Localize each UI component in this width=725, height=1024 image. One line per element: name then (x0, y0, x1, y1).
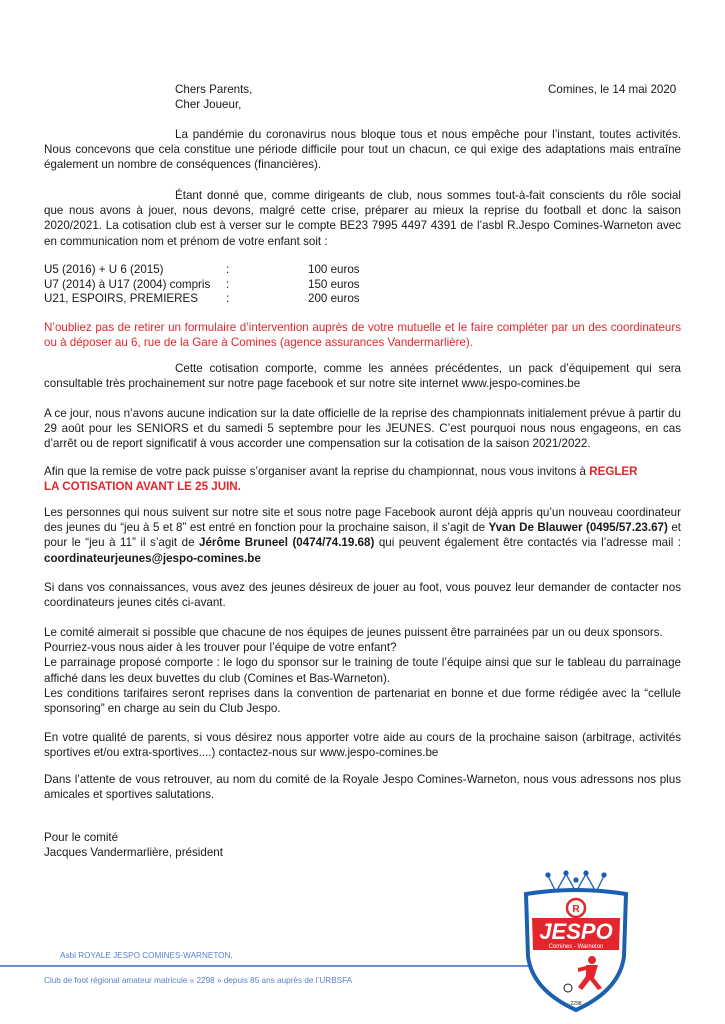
paragraph-pandemic: La pandémie du coronavirus nous bloque tous et nous empêche pour l’instant, toutes activités. Nous concevons que cela constitue une période difficile pour tout un chacun, ce qui exige des adaptations mais entraîne également un nombre de conséquences (financières). (44, 128, 681, 172)
ball-icon (564, 984, 572, 992)
signature-line-2: Jacques Vandermarlière, président (44, 846, 223, 859)
fee-amount: 200 euros (308, 292, 360, 306)
coordinator-email: coordinateurjeunes@jespo-comines.be (44, 551, 261, 565)
footer-club-info: Club de foot régional amateur matricule « 2298 » depuis 85 ans auprès de l’URBSFA (44, 976, 353, 985)
paragraph-volunteer: En votre qualité de parents, si vous désirez nous apporter votre aide au cours de la prochaine saison (arbitrage, activités sportives et/ou extra-sportives....) contactez-nous sur www.jespo-comines.be (44, 731, 681, 760)
fees-table (44, 263, 360, 307)
fee-category: U21, ESPOIRS, PREMIERES (44, 292, 198, 306)
fee-amount: 100 euros (308, 263, 360, 276)
footer-divider (0, 965, 560, 967)
coordinator-2: Jérôme Bruneel (0474/74.19.68) (199, 536, 375, 550)
fee-separator: : (226, 292, 230, 306)
paragraph-coordinators (44, 505, 681, 566)
fee-category: U5 (2016) + U 6 (2015) (44, 263, 164, 276)
fee-separator: : (226, 277, 230, 291)
fee-row (44, 292, 360, 307)
coordinators-text: Les personnes qui nous suivent sur notre site et sous notre page Facebook auront déjà appris qu’un nouveau coordinateur des jeunes du “jeu à 5 et 8” est entré en fonction pour la prochaine saison, il s’agit de (44, 506, 681, 535)
crest-town: Comines - Warneton (548, 944, 604, 950)
mutuelle-reminder: N’oubliez pas de retirer un formulaire d’intervention auprès de votre mutuelle et le faire compléter par un des coordinateurs ou à déposer au 6, rue de la Gare à Comines (agence assurances Vandermarlière). (44, 321, 681, 350)
paragraph-closing: Dans l’attente de vous retrouver, au nom du comité de la Royale Jespo Comines-Warneton, nous vous adressons nos plus amicales et sportives salutations. (44, 773, 681, 802)
club-crest-logo (520, 868, 632, 1012)
fee-row (44, 278, 360, 293)
crest-club-name: JESPO (539, 919, 613, 944)
payment-intro: Afin que la remise de votre pack puisse s’organiser avant la reprise du championnat, nous vous invitons à (44, 465, 590, 478)
paragraph-payment-deadline (44, 464, 684, 494)
paragraph-recruitment: Si dans vos connaissances, vous avez des jeunes désireux de jouer au foot, vous pouvez leur demander de contacter nos coordinateurs jeunes cités ci-avant. (44, 581, 681, 610)
deadline-highlight: LA COTISATION AVANT LE 25 JUIN. (44, 480, 241, 494)
footer-association: Asbl ROYALE JESPO COMINES-WARNETON, (60, 951, 233, 960)
coordinator-1: Yvan De Blauwer (0495/57.23.67) (488, 521, 668, 535)
crest-matricule: 2298 (570, 1001, 582, 1007)
fee-amount: 150 euros (308, 277, 360, 291)
paragraph-social-role: Étant donné que, comme dirigeants de club, nous sommes tout-à-fait conscients du rôle social que nous avons à jouer, nous devons, malgré cette crise, préparer au mieux la reprise du football et donc la saison 2020/2021. La cotisation club est à verser sur le compte BE23 7995 4497 4391 de l’asbl R.Jespo Comines-Warneton avec en communication nom et prénom de votre enfant soit : (44, 189, 681, 248)
fee-separator: : (226, 263, 230, 276)
pay-highlight: REGLER (589, 465, 638, 478)
place-date: Comines, le 14 mai 2020 (548, 83, 677, 96)
signature-line-1: Pour le comité (44, 831, 119, 844)
paragraph-equipment-pack: Cette cotisation comporte, comme les années précédentes, un pack d’équipement qui sera consultable très prochainement sur notre page facebook et sur notre site internet www.jespo-comines.be (44, 362, 681, 391)
greeting-parents: Chers Parents, (175, 83, 253, 96)
paragraph-sponsoring (44, 625, 681, 716)
fee-row (44, 263, 360, 278)
greeting-player: Cher Joueur, (175, 98, 242, 111)
crest-badge-letter: R (572, 904, 580, 915)
paragraph-championship: A ce jour, nous n’avons aucune indication sur la date officielle de la reprise des championnats initialement prévue à partir du 29 août pour les SENIORS et du samedi 5 septembre pour les JEUNES. C’est pourquoi nous nous engageons, en cas d’arrêt ou de report significatif à vous accorder une compensation sur la cotisation de la saison 2021/2022. (44, 407, 681, 451)
coordinators-text: et pour le “jeu à 11” il s’agit de (44, 521, 681, 550)
sponsoring-line: Le parrainage proposé comporte : le logo du sponsor sur le training de toute l’équipe ainsi que sur le tableau du parrainage affiché dans les deux buvettes du club (Comines et Bas-Warneton). (44, 656, 681, 685)
sponsoring-line: Pourriez-vous nous aider à les trouver pour l’équipe de votre enfant? (44, 641, 397, 655)
sponsoring-line: Les conditions tarifaires seront reprises dans la convention de partenariat en bonne et due forme rédigée avec la “cellule sponsoring” en charge au sein du Club Jespo. (44, 686, 681, 716)
fee-category: U7 (2014) à U17 (2004) compris (44, 277, 211, 291)
sponsoring-line: Le comité aimerait si possible que chacune de nos équipes de jeunes puissent être parrainées par un ou deux sponsors. (44, 626, 663, 639)
coordinators-text: qui peuvent également être contactés via l’adresse mail : (374, 536, 681, 550)
